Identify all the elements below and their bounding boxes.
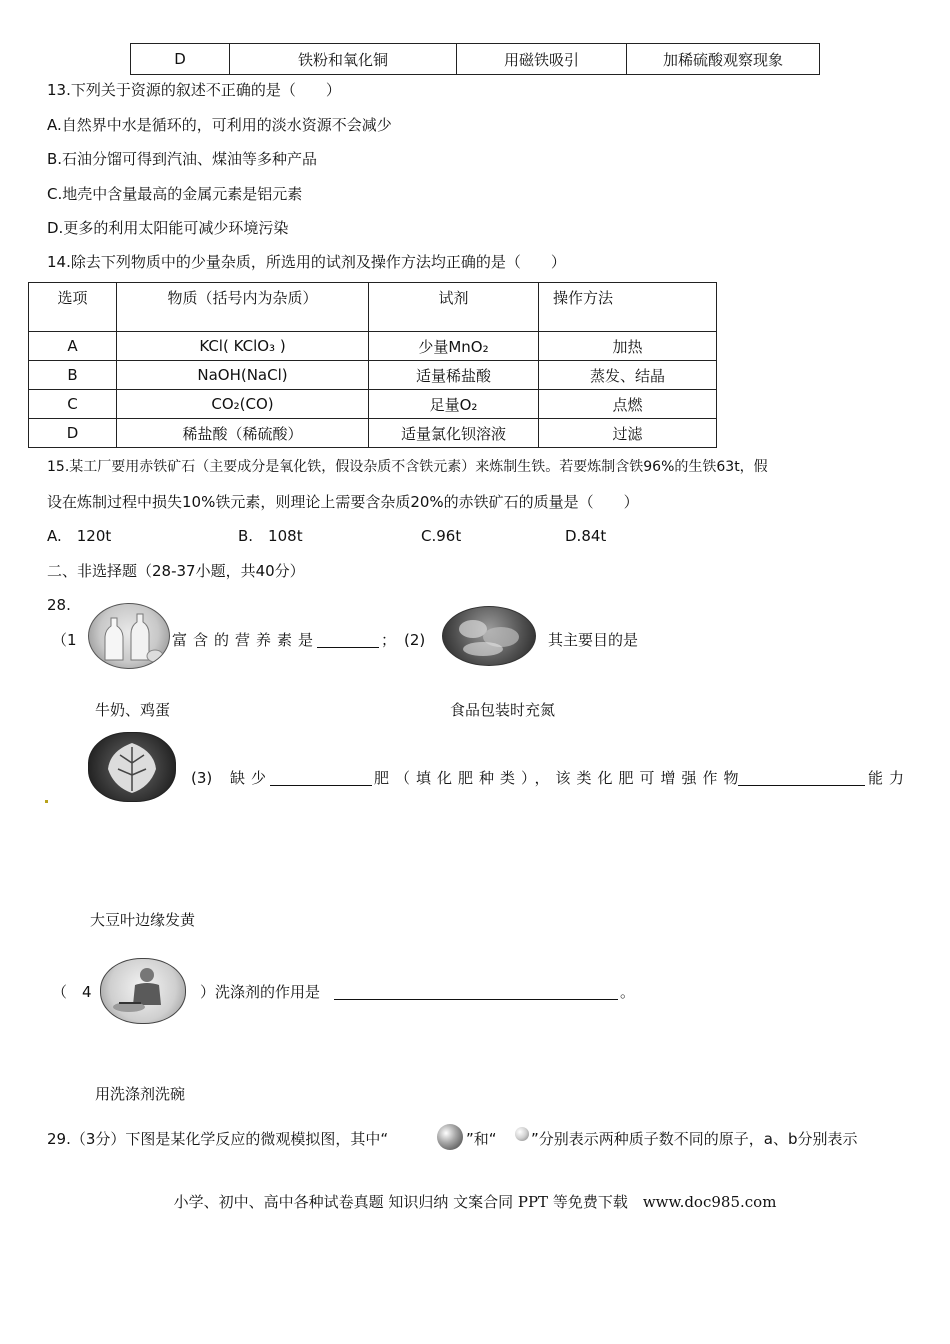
table-cell: 铁粉和氧化铜 — [230, 44, 457, 75]
table-row — [29, 332, 717, 361]
caption-milk-eggs: 牛奶、鸡蛋 — [95, 701, 171, 719]
q28-number: 28. — [47, 596, 71, 614]
soybean-leaf-image — [88, 732, 176, 802]
caption-soybean: 大豆叶边缘发黄 — [90, 911, 196, 929]
column-header: 物质（括号内为杂质） — [117, 283, 369, 332]
q28-part1-sep: ； — [381, 631, 397, 649]
leaf-icon — [89, 733, 175, 801]
food-package-icon — [443, 607, 535, 665]
q13-option-d: D.更多的利用太阳能可减少环境污染 — [47, 219, 289, 237]
q28-part2-text: 其主要目的是 — [548, 631, 639, 649]
table-header-row — [29, 283, 717, 332]
table-row — [29, 361, 717, 390]
q13-stem: 13.下列关于资源的叙述不正确的是（ ） — [47, 81, 341, 99]
q15-option-b: B. 108t — [238, 527, 303, 545]
q14-table — [28, 282, 717, 448]
table-cell: 用磁铁吸引 — [457, 44, 627, 75]
table-cell: 点燃 — [539, 390, 717, 419]
nitrogen-packaging-image — [442, 606, 536, 666]
table-cell: KCl( KClO₃ ) — [117, 332, 369, 361]
q28-part3-b: 肥（填化肥种类），该类化肥可增强作物 — [374, 769, 745, 787]
q15-option-a: A. 120t — [47, 527, 112, 545]
section-heading: 二、非选择题（28-37小题，共40分） — [47, 562, 305, 580]
caption-nitrogen: 食品包装时充氮 — [450, 701, 556, 719]
table-row — [29, 390, 717, 419]
top-table — [130, 43, 820, 75]
q28-part1-blank — [317, 633, 379, 648]
q28-part4-blank — [334, 985, 618, 1000]
q28-part1-prefix: （1 — [52, 631, 77, 649]
table-cell: 加稀硫酸观察现象 — [627, 44, 820, 75]
q15-line1: 15.某工厂要用赤铁矿石（主要成分是氧化铁，假设杂质不含铁元素）来炼制生铁。若要炼制含铁96%的生铁63t，假 — [47, 459, 768, 475]
milk-eggs-image — [88, 603, 170, 669]
table-cell: CO₂(CO) — [117, 390, 369, 419]
q29-text-mid: ”和“ — [466, 1130, 497, 1148]
table-cell: C — [29, 390, 117, 419]
q28-part3-prefix: (3) — [191, 769, 213, 787]
q13-option-c: C.地壳中含量最高的金属元素是铝元素 — [47, 185, 303, 203]
q15-option-c: C.96t — [421, 527, 462, 545]
column-header: 试剂 — [369, 283, 539, 332]
q28-part3-c: 能力 — [868, 769, 911, 787]
table-cell: B — [29, 361, 117, 390]
q28-part2-prefix: (2) — [404, 631, 426, 649]
q15-line2: 设在炼制过程中损失10%铁元素，则理论上需要含杂质20%的赤铁矿石的质量是（ ） — [47, 493, 639, 511]
table-row — [131, 44, 820, 75]
q15-option-d: D.84t — [565, 527, 607, 545]
q28-part4-prefix: （ 4 — [52, 983, 92, 1001]
table-cell: 足量O₂ — [369, 390, 539, 419]
q29-text-post: ”分别表示两种质子数不同的原子，a、b分别表示 — [531, 1130, 858, 1148]
small-atom-icon — [515, 1127, 529, 1141]
caption-dishwashing: 用洗涤剂洗碗 — [95, 1085, 186, 1103]
q14-stem: 14.除去下列物质中的少量杂质，所选用的试剂及操作方法均正确的是（ ） — [47, 253, 566, 271]
table-cell: 蒸发、结晶 — [539, 361, 717, 390]
q28-part4-text: ）洗涤剂的作用是 — [200, 983, 321, 1001]
table-cell: A — [29, 332, 117, 361]
table-cell: 适量稀盐酸 — [369, 361, 539, 390]
large-atom-icon — [437, 1124, 463, 1150]
column-header: 选项 — [29, 283, 117, 332]
table-cell: D — [131, 44, 230, 75]
footer-text: 小学、初中、高中各种试卷真题 知识归纳 文案合同 PPT 等免费下载 www.doc985.com — [173, 1193, 777, 1211]
q28-part3-blank2 — [738, 771, 865, 786]
milk-bottles-icon — [89, 604, 169, 668]
q28-part3-blank1 — [270, 771, 372, 786]
table-cell: NaOH(NaCl) — [117, 361, 369, 390]
small-dot — [45, 800, 48, 803]
q29-text-pre: 29.（3分）下图是某化学反应的微观模拟图，其中“ — [47, 1130, 389, 1148]
q13-option-a: A.自然界中水是循环的，可利用的淡水资源不会减少 — [47, 116, 392, 134]
dishwashing-image — [100, 958, 186, 1024]
q13-option-b: B.石油分馏可得到汽油、煤油等多种产品 — [47, 150, 318, 168]
table-cell: D — [29, 419, 117, 448]
table-cell: 少量MnO₂ — [369, 332, 539, 361]
table-cell: 过滤 — [539, 419, 717, 448]
table-cell: 适量氯化钡溶液 — [369, 419, 539, 448]
q28-part4-end: 。 — [620, 983, 636, 1001]
column-header: 操作方法 — [539, 283, 717, 332]
q28-part3-a: 缺少 — [230, 769, 273, 787]
table-row — [29, 419, 717, 448]
table-cell: 加热 — [539, 332, 717, 361]
table-cell: 稀盐酸（稀硫酸） — [117, 419, 369, 448]
person-washing-icon — [101, 959, 185, 1023]
q28-part1-text: 富含的营养素是 — [172, 631, 320, 649]
